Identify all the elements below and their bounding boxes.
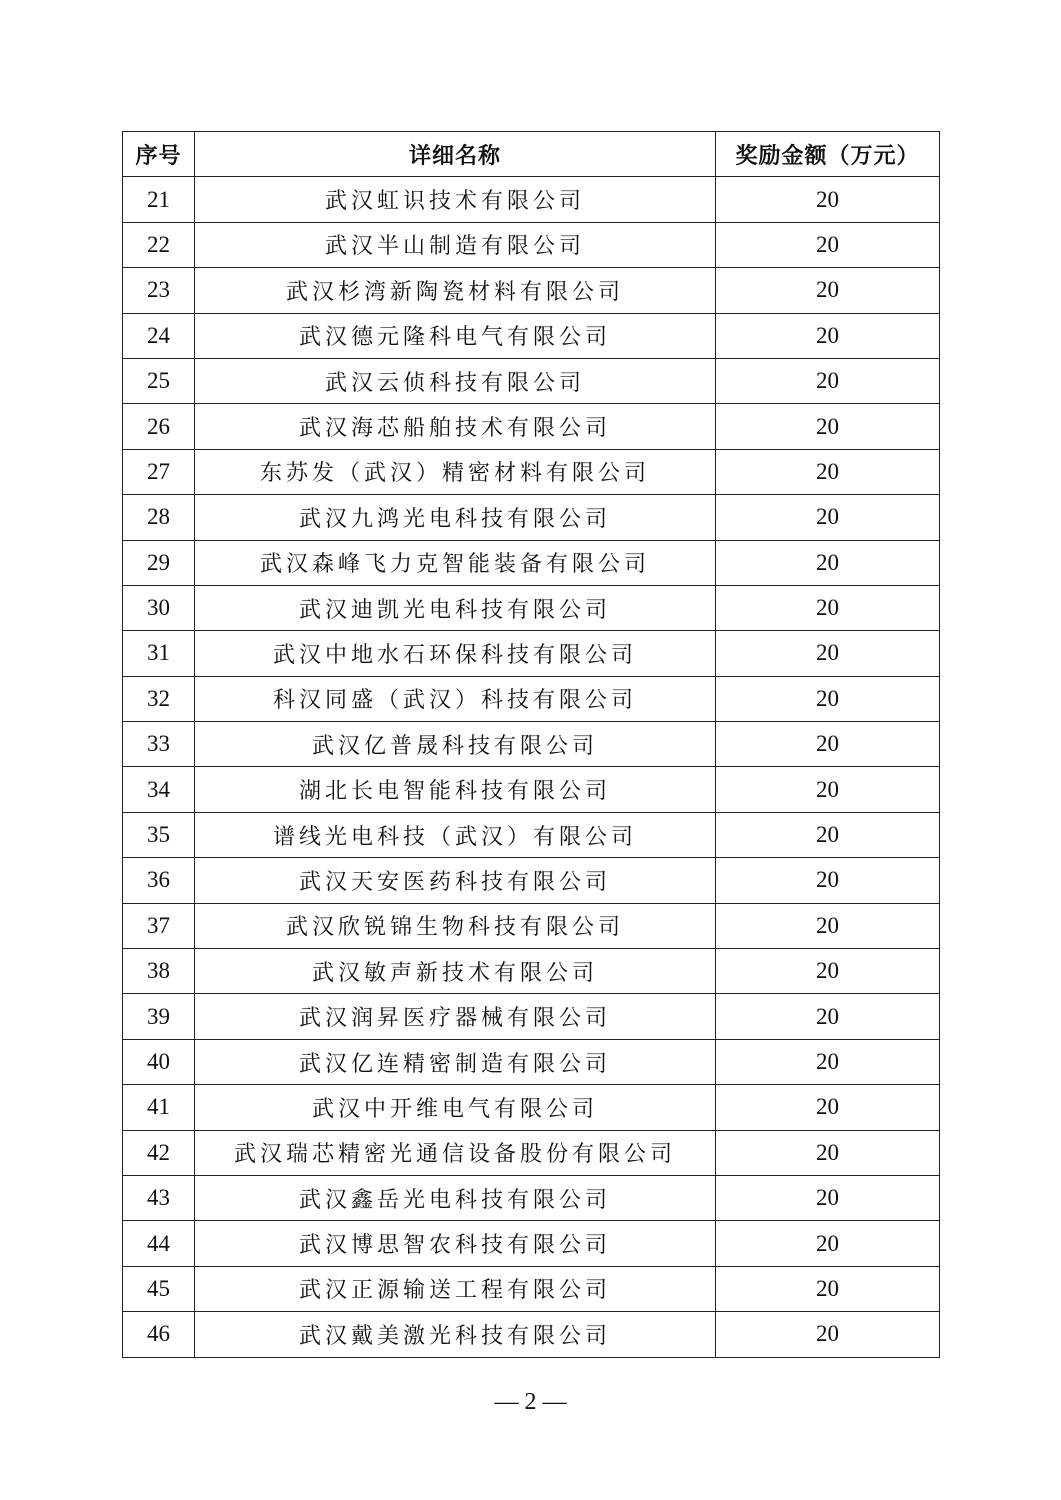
award-amount: 20 <box>716 1266 940 1311</box>
table-body <box>123 177 940 1357</box>
row-number: 25 <box>123 358 195 403</box>
company-name: 武汉虹识技术有限公司 <box>195 177 716 222</box>
award-amount: 20 <box>716 1130 940 1175</box>
award-amount: 20 <box>716 1221 940 1266</box>
award-amount: 20 <box>716 812 940 857</box>
company-name: 武汉云侦科技有限公司 <box>195 358 716 403</box>
table-row <box>123 1039 940 1084</box>
row-number: 31 <box>123 631 195 676</box>
header-name: 详细名称 <box>195 132 716 177</box>
company-name: 武汉中地水石环保科技有限公司 <box>195 631 716 676</box>
table-row <box>123 268 940 313</box>
company-name: 武汉亿连精密制造有限公司 <box>195 1039 716 1084</box>
company-name: 东苏发（武汉）精密材料有限公司 <box>195 449 716 494</box>
table-row <box>123 1221 940 1266</box>
award-table <box>122 131 940 1358</box>
row-number: 33 <box>123 722 195 767</box>
award-amount: 20 <box>716 1085 940 1130</box>
company-name: 科汉同盛（武汉）科技有限公司 <box>195 676 716 721</box>
company-name: 湖北长电智能科技有限公司 <box>195 767 716 812</box>
table-row <box>123 1130 940 1175</box>
award-amount: 20 <box>716 949 940 994</box>
company-name: 武汉德元隆科电气有限公司 <box>195 313 716 358</box>
row-number: 44 <box>123 1221 195 1266</box>
company-name: 武汉半山制造有限公司 <box>195 222 716 267</box>
company-name: 武汉润昇医疗器械有限公司 <box>195 994 716 1039</box>
row-number: 34 <box>123 767 195 812</box>
table-header <box>123 132 940 177</box>
table-row <box>123 540 940 585</box>
row-number: 42 <box>123 1130 195 1175</box>
row-number: 41 <box>123 1085 195 1130</box>
table-row <box>123 495 940 540</box>
header-row <box>123 132 940 177</box>
table-row <box>123 858 940 903</box>
company-name: 武汉正源输送工程有限公司 <box>195 1266 716 1311</box>
header-number: 序号 <box>123 132 195 177</box>
row-number: 43 <box>123 1175 195 1220</box>
row-number: 24 <box>123 313 195 358</box>
award-amount: 20 <box>716 676 940 721</box>
row-number: 39 <box>123 994 195 1039</box>
company-name: 武汉敏声新技术有限公司 <box>195 949 716 994</box>
company-name: 武汉博思智农科技有限公司 <box>195 1221 716 1266</box>
award-amount: 20 <box>716 495 940 540</box>
award-amount: 20 <box>716 858 940 903</box>
company-name: 武汉戴美激光科技有限公司 <box>195 1312 716 1357</box>
award-amount: 20 <box>716 222 940 267</box>
row-number: 22 <box>123 222 195 267</box>
page-number: — 2 — <box>494 1389 567 1415</box>
table-row <box>123 449 940 494</box>
row-number: 46 <box>123 1312 195 1357</box>
award-amount: 20 <box>716 404 940 449</box>
header-amount: 奖励金额（万元） <box>716 132 940 177</box>
company-name: 谱线光电科技（武汉）有限公司 <box>195 812 716 857</box>
company-name: 武汉海芯船舶技术有限公司 <box>195 404 716 449</box>
award-amount: 20 <box>716 358 940 403</box>
table-row <box>123 222 940 267</box>
table-row <box>123 676 940 721</box>
row-number: 38 <box>123 949 195 994</box>
row-number: 26 <box>123 404 195 449</box>
table-row <box>123 903 940 948</box>
company-name: 武汉迪凯光电科技有限公司 <box>195 585 716 630</box>
table-row <box>123 722 940 767</box>
award-amount: 20 <box>716 994 940 1039</box>
row-number: 35 <box>123 812 195 857</box>
award-amount: 20 <box>716 767 940 812</box>
company-name: 武汉亿普晟科技有限公司 <box>195 722 716 767</box>
award-amount: 20 <box>716 268 940 313</box>
table-row <box>123 631 940 676</box>
award-amount: 20 <box>716 1039 940 1084</box>
row-number: 23 <box>123 268 195 313</box>
table-row <box>123 313 940 358</box>
award-amount: 20 <box>716 722 940 767</box>
table-row <box>123 358 940 403</box>
company-name: 武汉鑫岳光电科技有限公司 <box>195 1175 716 1220</box>
table-row <box>123 585 940 630</box>
company-name: 武汉森峰飞力克智能装备有限公司 <box>195 540 716 585</box>
row-number: 30 <box>123 585 195 630</box>
award-amount: 20 <box>716 177 940 222</box>
table-row <box>123 1175 940 1220</box>
company-name: 武汉杉湾新陶瓷材料有限公司 <box>195 268 716 313</box>
award-amount: 20 <box>716 585 940 630</box>
row-number: 21 <box>123 177 195 222</box>
row-number: 29 <box>123 540 195 585</box>
table-row <box>123 812 940 857</box>
table-row <box>123 1312 940 1357</box>
row-number: 32 <box>123 676 195 721</box>
award-amount: 20 <box>716 631 940 676</box>
award-amount: 20 <box>716 903 940 948</box>
row-number: 28 <box>123 495 195 540</box>
company-name: 武汉欣锐锦生物科技有限公司 <box>195 903 716 948</box>
award-amount: 20 <box>716 540 940 585</box>
company-name: 武汉瑞芯精密光通信设备股份有限公司 <box>195 1130 716 1175</box>
company-name: 武汉中开维电气有限公司 <box>195 1085 716 1130</box>
table-row <box>123 1085 940 1130</box>
table-row <box>123 177 940 222</box>
table-row <box>123 404 940 449</box>
table-row <box>123 949 940 994</box>
table-row <box>123 1266 940 1311</box>
award-amount: 20 <box>716 1175 940 1220</box>
table-row <box>123 994 940 1039</box>
company-name: 武汉九鸿光电科技有限公司 <box>195 495 716 540</box>
table-row <box>123 767 940 812</box>
award-amount: 20 <box>716 449 940 494</box>
award-amount: 20 <box>716 313 940 358</box>
row-number: 40 <box>123 1039 195 1084</box>
row-number: 45 <box>123 1266 195 1311</box>
row-number: 37 <box>123 903 195 948</box>
row-number: 27 <box>123 449 195 494</box>
award-amount: 20 <box>716 1312 940 1357</box>
row-number: 36 <box>123 858 195 903</box>
company-name: 武汉天安医药科技有限公司 <box>195 858 716 903</box>
